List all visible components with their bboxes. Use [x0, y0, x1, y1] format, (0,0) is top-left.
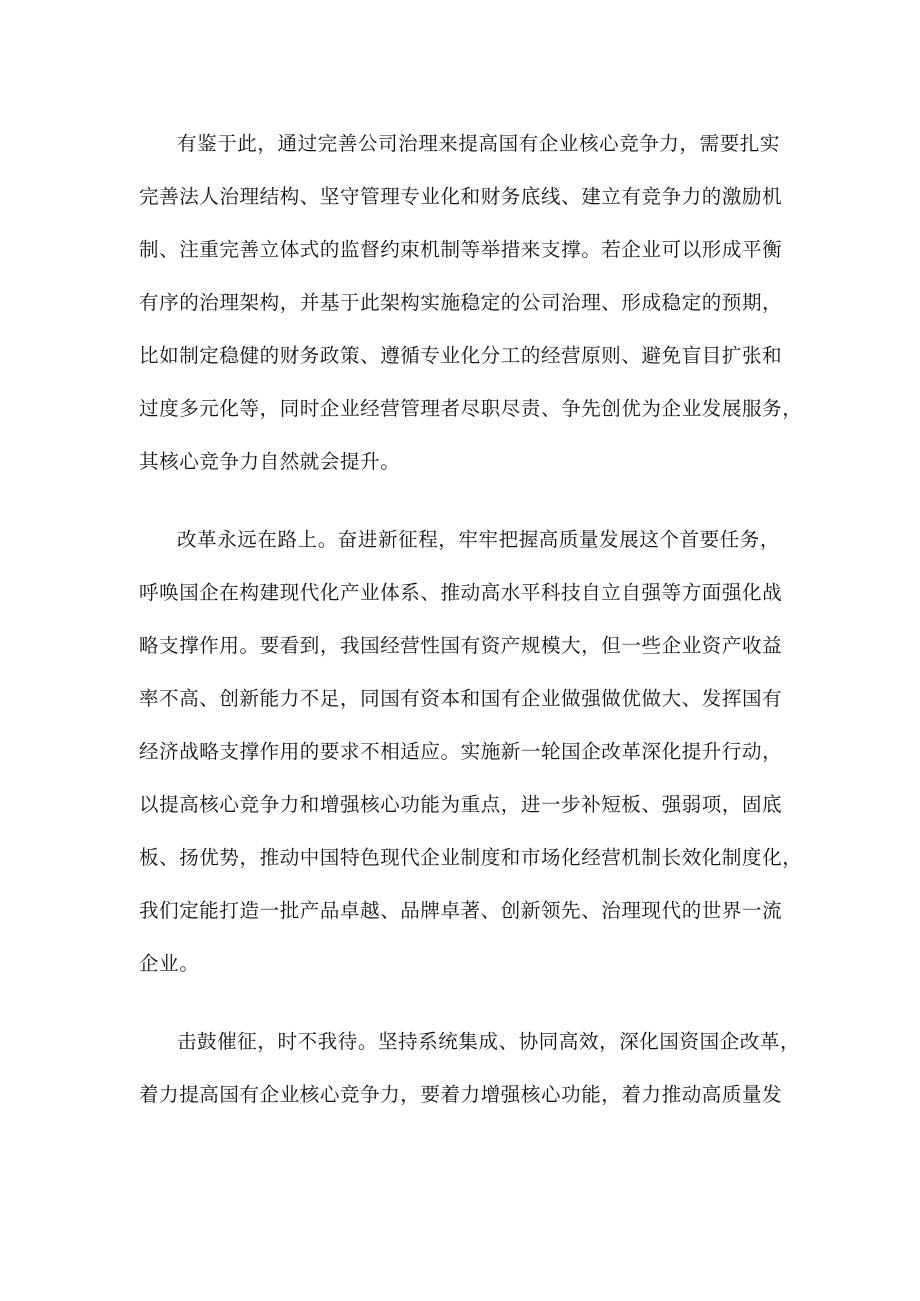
- text-line: 有鉴于此，通过完善公司治理来提高国有企业核心竞争力，需要扎实: [177, 132, 781, 155]
- text-line: 率不高、创新能力不足，同国有资本和国有企业做强做优做大、发挥国有: [139, 687, 783, 710]
- text-line: 比如制定稳健的财务政策、遵循专业化分工的经营原则、避免盲目扩张和: [139, 344, 783, 367]
- text-line: 制、注重完善立体式的监督约束机制等举措来支撑。若企业可以形成平衡: [139, 238, 783, 261]
- text-line: 我们定能打造一批产品卓越、品牌卓著、创新领先、治理现代的世界一流: [139, 899, 783, 922]
- text-line: 其核心竞争力自然就会提升。: [139, 450, 401, 473]
- text-line: 以提高核心竞争力和增强核心功能为重点，进一步补短板、强弱项，固底: [139, 793, 783, 816]
- text-line: 着力提高国有企业核心竞争力，要着力增强核心功能，着力推动高质量发: [139, 1083, 783, 1106]
- text-line: 略支撑作用。要看到，我国经营性国有资产规模大，但一些企业资产收益: [139, 634, 783, 657]
- text-line: 板、扬优势，推动中国特色现代企业制度和市场化经营机制长效化制度化，: [139, 846, 803, 869]
- text-line: 经济战略支撑作用的要求不相适应。实施新一轮国企改革深化提升行动，: [139, 740, 783, 763]
- text-line: 过度多元化等，同时企业经营管理者尽职尽责、争先创优为企业发展服务，: [139, 397, 803, 420]
- text-line: 击鼓催征，时不我待。坚持系统集成、协同高效，深化国资国企改革，: [177, 1030, 801, 1053]
- text-line: 企业。: [139, 952, 200, 975]
- text-line: 完善法人治理结构、坚守管理专业化和财务底线、建立有竞争力的激励机: [139, 185, 783, 208]
- text-line: 改革永远在路上。奋进新征程，牢牢把握高质量发展这个首要任务，: [177, 528, 781, 551]
- text-line: 有序的治理架构，并基于此架构实施稳定的公司治理、形成稳定的预期，: [139, 291, 783, 314]
- text-line: 呼唤国企在构建现代化产业体系、推动高水平科技自立自强等方面强化战: [139, 581, 783, 604]
